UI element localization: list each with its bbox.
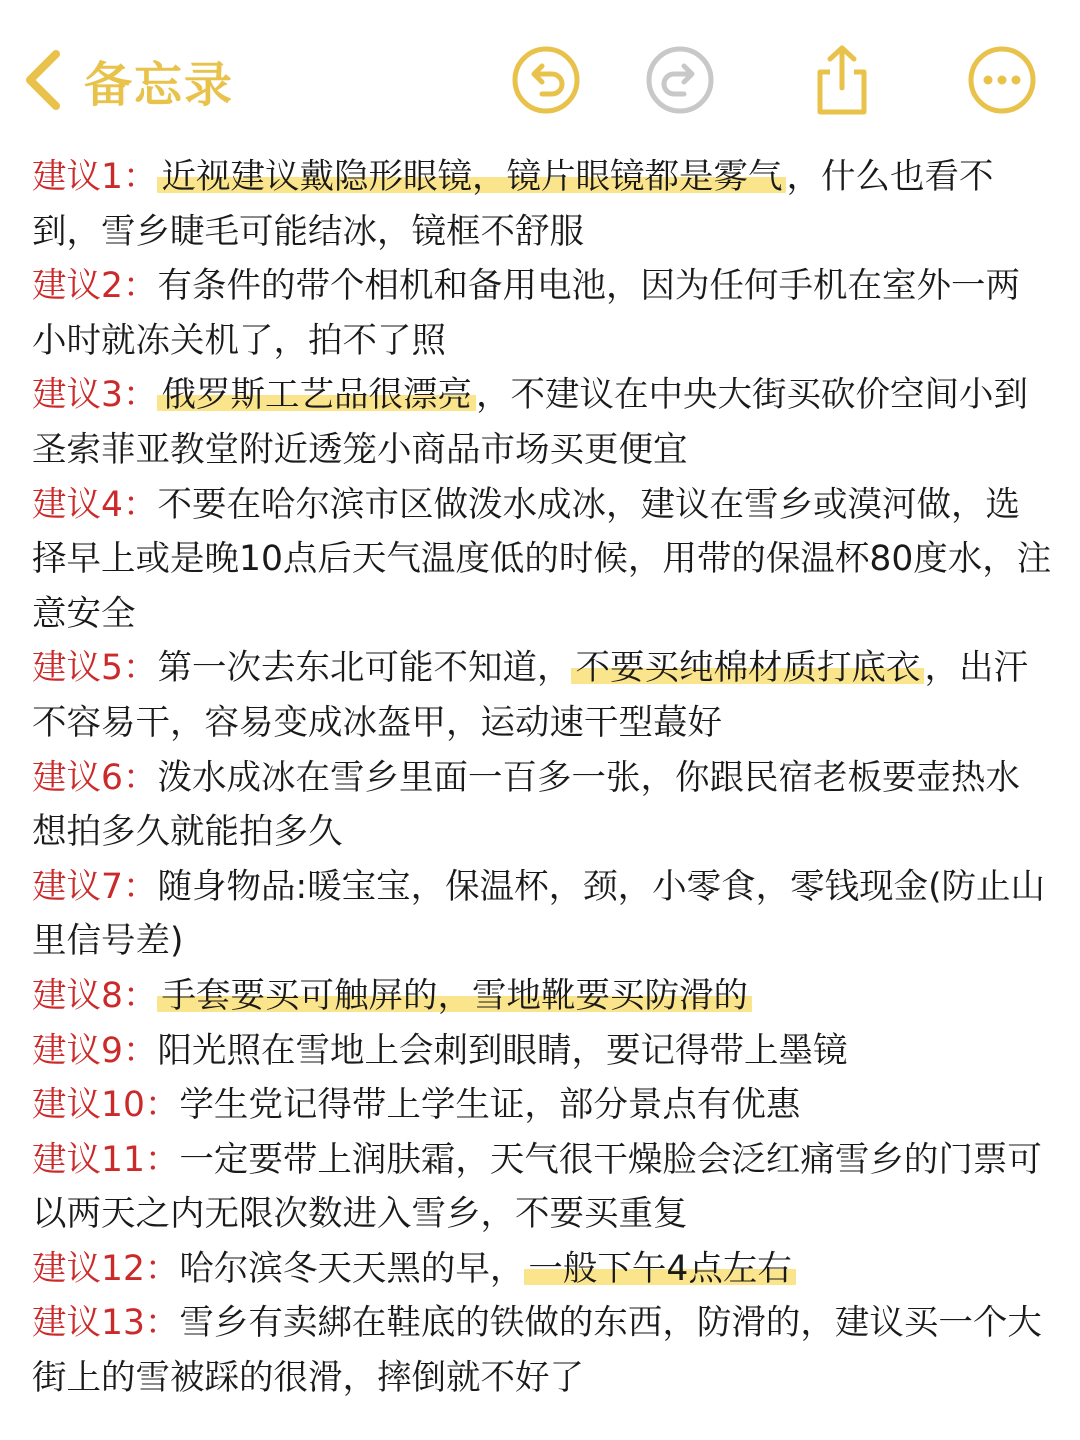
redo-icon — [644, 44, 716, 116]
tip-label: 建议9： — [32, 1030, 158, 1071]
tip-11 — [32, 1133, 1052, 1242]
tip-highlight: 手套要买可触屏的，雪地靴要买防滑的 — [157, 976, 752, 1016]
tip-1 — [32, 150, 1052, 259]
tip-12 — [32, 1242, 1052, 1297]
tip-text: 有条件的带个相机和备用电池，因为任何手机在室外一两小时就冻关机了，拍不了照 — [32, 266, 1020, 361]
tip-label: 建议5： — [32, 648, 158, 689]
tip-10 — [32, 1078, 1052, 1133]
tip-highlight: 近视建议戴隐形眼镜，镜片眼镜都是雾气 — [157, 157, 786, 197]
tip-label: 建议4： — [32, 484, 158, 525]
tip-label: 建议10： — [32, 1085, 180, 1126]
back-label: 备忘录 — [84, 56, 235, 113]
tip-text: 阳光照在雪地上会刺到眼睛，要记得带上墨镜 — [157, 1030, 848, 1071]
tip-text: 学生党记得带上学生证，部分景点有优惠 — [179, 1085, 801, 1126]
note-body[interactable] — [32, 150, 1052, 1406]
tip-highlight: 一般下午4点左右 — [524, 1249, 795, 1289]
tip-text: ，什么也看不到，雪乡睫毛可能结冰，镜框不舒服 — [32, 157, 994, 252]
tip-label: 建议11： — [32, 1139, 180, 1180]
tip-text: 一定要带上润肤霜，天气很干燥脸会泛红痛雪乡的门票可以两天之内无限次数进入雪乡，不要买重复 — [32, 1139, 1042, 1235]
tip-7 — [32, 860, 1052, 969]
share-icon — [806, 44, 878, 116]
tip-label: 建议3： — [32, 375, 158, 416]
tip-label: 建议12： — [32, 1248, 180, 1289]
notes-toolbar — [0, 0, 1080, 150]
tip-label: 建议8： — [32, 975, 158, 1016]
tip-2 — [32, 259, 1052, 368]
tip-3 — [32, 368, 1052, 477]
tip-label: 建议7： — [32, 866, 158, 907]
tip-text: 不要在哈尔滨市区做泼水成冰，建议在雪乡或漠河做，选择早上或是晚10点后天气温度低的时候，用带的保温杯80度水，注意安全 — [32, 484, 1052, 634]
more-button[interactable] — [966, 44, 1038, 116]
tip-label: 建议6： — [32, 757, 158, 798]
tip-label: 建议2： — [32, 266, 158, 307]
tip-text: ，不建议在中央大街买砍价空间小到圣索菲亚教堂附近透笼小商品市场买更便宜 — [32, 375, 1028, 470]
more-icon — [966, 44, 1038, 116]
tip-9 — [32, 1024, 1052, 1079]
redo-button[interactable] — [644, 44, 716, 116]
tip-pre: 第一次去东北可能不知道， — [157, 648, 572, 689]
tip-text: 泼水成冰在雪乡里面一百多一张，你跟民宿老板要壶热水想拍多久就能拍多久 — [32, 757, 1020, 853]
tip-pre: 哈尔滨冬天天黑的早， — [179, 1248, 525, 1289]
tip-4 — [32, 478, 1052, 642]
tip-13 — [32, 1296, 1052, 1405]
tip-label: 建议1： — [32, 157, 158, 197]
tip-label: 建议13： — [32, 1303, 180, 1344]
tip-text: 随身物品:暖宝宝，保温杯，颈，小零食，零钱现金(防止山里信号差) — [32, 866, 1046, 962]
tip-5 — [32, 641, 1052, 750]
tip-6 — [32, 751, 1052, 860]
chevron-left-icon — [22, 48, 62, 112]
tip-highlight: 不要买纯棉材质打底衣 — [571, 648, 924, 688]
undo-button[interactable] — [510, 44, 582, 116]
share-button[interactable] — [806, 44, 878, 116]
undo-icon — [510, 44, 582, 116]
tip-8 — [32, 969, 1052, 1024]
tip-text: 雪乡有卖綁在鞋底的铁做的东西，防滑的，建议买一个大街上的雪被踩的很滑，摔倒就不好了 — [32, 1303, 1042, 1399]
tip-highlight: 俄罗斯工艺品很漂亮 — [157, 375, 476, 415]
tip-text: ，出汗不容易干，容易变成冰盔甲，运动速干型蕞好 — [32, 648, 1028, 743]
back-button[interactable] — [22, 40, 234, 120]
